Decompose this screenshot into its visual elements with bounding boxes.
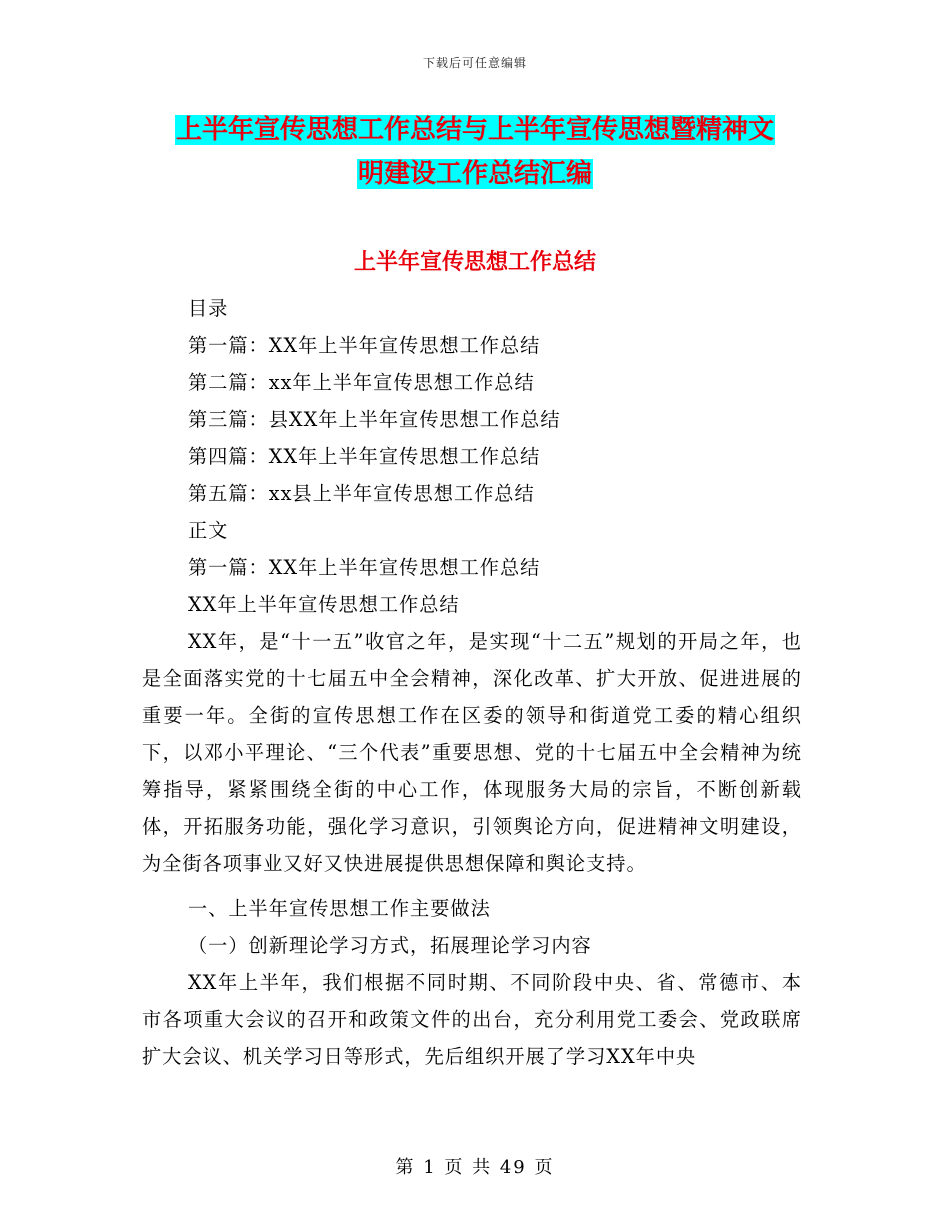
body-paragraph: XX年上半年，我们根据不同时期、不同阶段中央、省、常德市、本市各项重大会议的召开和政策文件的出台，充分利用党工委会、党政联席扩大会议、机关学习日等形式，先后组织开展了学习XX年中央 — [142, 971, 802, 1068]
toc-item: 第三篇：县XX年上半年宣传思想工作总结 — [188, 408, 561, 431]
first-article-label: 第一篇：XX年上半年宣传思想工作总结 — [188, 556, 541, 579]
toc-heading: 目录 — [188, 297, 229, 320]
toc-item: 第一篇：XX年上半年宣传思想工作总结 — [188, 334, 541, 357]
toc-item: 第五篇：xx县上半年宣传思想工作总结 — [188, 482, 535, 505]
page-header-note: 下载后可任意编辑 — [422, 56, 527, 70]
page-number-footer: 第 1 页 共 49 页 — [395, 1157, 555, 1178]
toc-item: 第二篇：xx年上半年宣传思想工作总结 — [188, 371, 535, 394]
document-title-line-2-text: 明建设工作总结汇编 — [357, 159, 592, 189]
toc-item: 第四篇：XX年上半年宣传思想工作总结 — [188, 445, 541, 468]
article-title: XX年上半年宣传思想工作总结 — [188, 593, 460, 616]
document-title-line-1 — [0, 110, 950, 150]
body-heading: 正文 — [188, 519, 229, 542]
document-title-line-2 — [0, 154, 950, 194]
section-title: 上半年宣传思想工作总结 — [353, 250, 596, 275]
document-title-line-1-text: 上半年宣传思想工作总结与上半年宣传思想暨精神文 — [175, 115, 774, 145]
subsection-heading: （一）创新理论学习方式，拓展理论学习内容 — [188, 934, 592, 957]
body-paragraph: XX年，是“十一五”收官之年，是实现“十二五”规划的开局之年，也是全面落实党的十七届五中全会精神，深化改革、扩大开放、促进进展的重要一年。全街的宣传思想工作在区委的领导和街道党工委的精心组织下，以邓小平理论、“三个代表”重要思想、党的十七届五中全会精神为统筹指导，紧紧围绕全街的中心工作，体现服务大局的宗旨，不断创新载体，开拓服务功能，强化学习意识，引领舆论方向，促进精神文明建设，为全街各项事业又好又快进展提供思想保障和舆论支持。 — [142, 630, 802, 875]
document-content — [142, 290, 802, 1075]
section-heading: 一、上半年宣传思想工作主要做法 — [188, 897, 491, 920]
